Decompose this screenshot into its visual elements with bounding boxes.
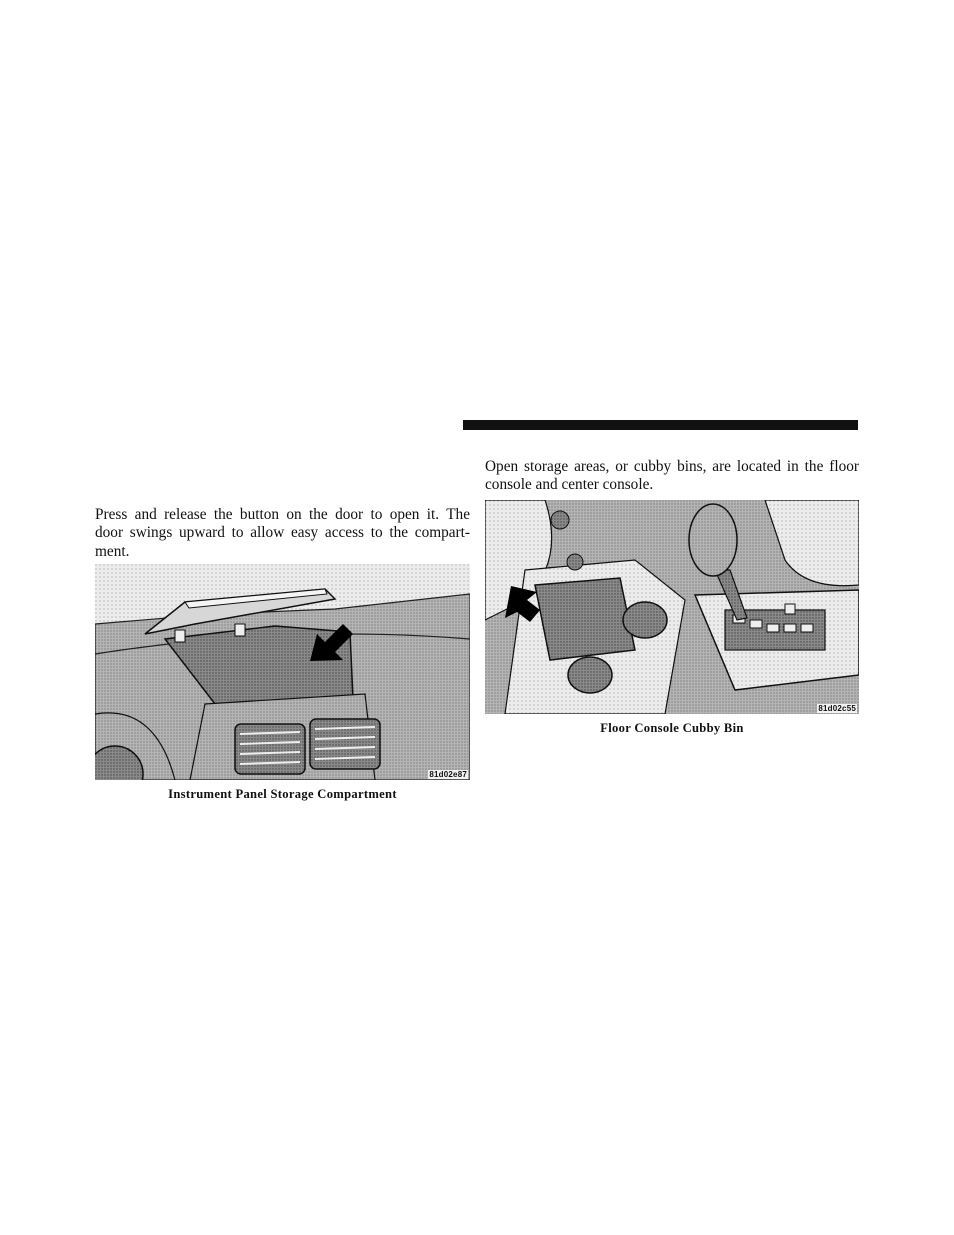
paragraph-line: ment. <box>95 542 130 560</box>
instrument-panel-storage-illustration <box>95 564 470 780</box>
instrument-panel-caption: Instrument Panel Storage Compartment <box>168 787 397 801</box>
floor-console-cubby-illustration <box>485 500 859 714</box>
figure-code: 81d02e87 <box>429 770 467 779</box>
console-drawing <box>485 500 859 714</box>
dashboard-drawing <box>95 564 470 780</box>
paragraph-line: Open storage areas, or cubby bins, are located in the floor <box>485 458 859 475</box>
floor-console-caption: Floor Console Cubby Bin <box>600 721 744 735</box>
figure-code: 81d02c55 <box>818 704 856 713</box>
section-header-bar <box>463 420 858 430</box>
cubby-bin-paragraph <box>485 458 859 495</box>
instrument-panel-paragraph <box>95 506 470 561</box>
paragraph-line: Press and release the button on the door to open it. The <box>95 506 470 523</box>
paragraph-line: console and center console. <box>485 476 654 494</box>
paragraph-line: door swings upward to allow easy access to the compart- <box>95 524 470 542</box>
